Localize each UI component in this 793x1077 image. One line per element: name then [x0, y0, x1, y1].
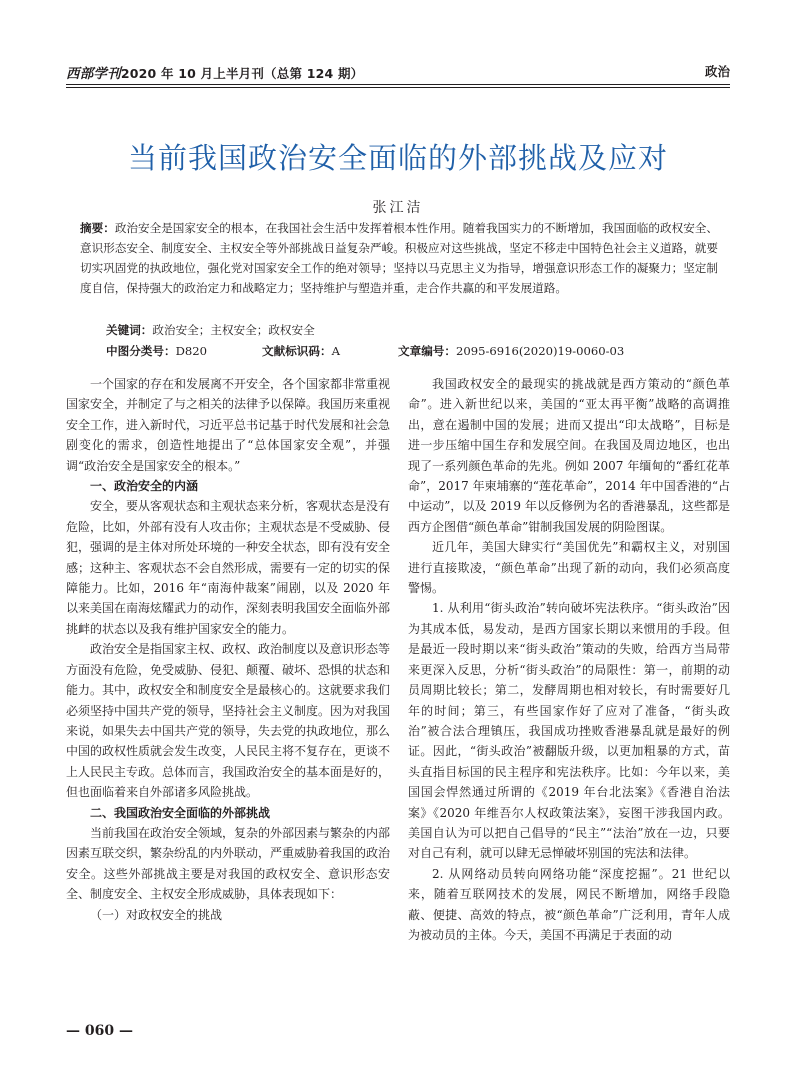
- right-column: [408, 374, 730, 945]
- document-code: [262, 343, 340, 359]
- keywords-label: 关键词：: [106, 323, 153, 337]
- paragraph: 安全，要从客观状态和主观状态来分析，客观状态是没有危险，比如，外部有没有人攻击你；主观状态是不受威胁、侵犯，强调的是主体对所处环境的一种安全状态，即有没有安全感；这种主、客观状态不会自然形成，需要有一定的切实的保障能力。比如，2016 年“南海仲裁案”闹剧，以及 2020 年以来美国在南海炫耀武力的动作，深刻表明我国安全面临外部挑衅的状态以及我有维护国家安全的能力。: [66, 499, 391, 636]
- article-number-value: 2095-6916(2020)19-0060-03: [455, 344, 625, 358]
- paragraph: 我国政权安全的最现实的挑战就是西方策动的“颜色革命”。进入新世纪以来，美国的“亚太再平衡”战略的高调推出，意在遏制中国的发展；进而又提出“印太战略”，目标是进一步压缩中国生存和发展空间。在我国及周边地区，也出现了一系列颜色革命的先兆。例如 2007 年缅甸的“番红花革命”，2017 年柬埔寨的“莲花革命”，2014 年中国香港的“占中运动”，以及 2019 年以反修例为名的香港暴乱，这些都是西方企图借“颜色革命”钳制我国发展的阴险图谋。: [408, 377, 730, 534]
- page-number: — 060 —: [66, 1023, 133, 1039]
- article-title: 当前我国政治安全面临的外部挑战及应对: [127, 141, 668, 175]
- clc-value: D820: [175, 344, 208, 358]
- paragraph: 当前我国在政治安全领域，复杂的外部因素与繁杂的内部因素互联交织，繁杂纷乱的内外联动，严重威胁着我国的政治安全。这些外部挑战主要是对我国的政权安全、意识形态安全、制度安全、主权安全形成威胁，具体表现如下：: [66, 825, 391, 902]
- article-author: 张江洁: [372, 200, 424, 216]
- keywords: [106, 322, 315, 338]
- paragraph: 近几年，美国大肆实行“美国优先”和霸权主义，对别国进行直接欺凌，“颜色革命”出现了新的动向，我们必须高度警惕。: [408, 540, 730, 596]
- journal-issue-line: [66, 62, 363, 82]
- header-rule-thin: [66, 87, 730, 88]
- section-heading: 二、我国政治安全面临的外部挑战: [90, 805, 271, 820]
- running-header: [66, 62, 730, 82]
- section-heading: 一、政治安全的内涵: [90, 479, 199, 494]
- issue-info: 2020 年 10 月上半月刊（总第 124 期）: [120, 66, 364, 81]
- article-number-label: 文章编号：: [398, 344, 456, 358]
- abstract-text: 政治安全是国家安全的根本，在我国社会生活中发挥着根本性作用。随着我国实力的不断增加，我国面临的政权安全、意识形态安全、制度安全、主权安全等外部挑战日益复杂严峻。积极应对这些挑战，坚定不移走中国特色社会主义道路，就要切实巩固党的执政地位，强化党对国家安全工作的绝对领导；坚持以马克思主义为指导，增强意识形态工作的凝聚力；坚定制度自信，保持强大的政治定力和战略定力；坚持维护与塑造并重，走合作共赢的和平发展道路。: [80, 221, 718, 295]
- article-number: [398, 343, 624, 359]
- section-tag: 政治: [704, 64, 730, 79]
- paragraph: 2. 从网络动员转向网络功能“深度挖掘”。21 世纪以来，随着互联网技术的发展，网民不断增加，网络手段隐蔽、便捷、高效的特点，被“颜色革命”广泛利用，青年人成为被动员的主体。今天，美国不再满足于表面的动: [408, 866, 730, 942]
- clc-number: [106, 343, 207, 359]
- keywords-text: 政治安全；主权安全；政权安全: [152, 323, 315, 337]
- subsection-heading: （一）对政权安全的挑战: [90, 907, 223, 922]
- paragraph: 政治安全是指国家主权、政权、政治制度以及意识形态等方面没有危险，免受威胁、侵犯、颠覆、破坏、恐惧的状态和能力。其中，政权安全和制度安全是最核心的。这就要求我们必须坚持中国共产党的领导，坚持社会主义制度。因为对我国来说，如果失去中国共产党的领导，失去党的执政地位，那么中国的政权性质就会发生改变，人民民主将不复存在，更谈不上人民民主专政。总体而言，我国政治安全的基本面是好的，但也面临着来自外部诸多风险挑战。: [66, 642, 391, 800]
- header-rule: [66, 84, 730, 85]
- abstract: [80, 218, 718, 298]
- paragraph: 1. 从利用“街头政治”转向破坏宪法秩序。“街头政治”因为其成本低，易发动，是西方国家长期以来惯用的手段。但是最近一段时期以来“街头政治”策动的失败，给西方当局带来更深入反思，分析“街头政治”的局限性：第一，前期的动员周期比较长；第二，发酵周期也相对较长，有时需要好几年的时间；第三，有些国家作好了应对了准备，“街头政治”被合法合理镇压，我国成功挫败香港暴乱就是最好的例证。因此，“街头政治”被翻版升级，以更加粗暴的方式，苗头直指目标国的民主程序和宪法秩序。比如：今年以来，美国国会悍然通过所谓的《2019 年台北法案》《香港自治法案》《2020 年维吾尔人权政策法案》，妄图干涉我国内政。美国自认为可以把自己倡导的“民主”“法治”放在一边，只要对自己有利，就可以肆无忌惮破坏别国的宪法和法律。: [408, 601, 730, 861]
- document-code-value: A: [331, 344, 340, 358]
- paragraph: 一个国家的存在和发展离不开安全，各个国家都非常重视国家安全，并制定了与之相关的法律予以保障。我国历来重视安全工作，进入新时代，习近平总书记基于时代发展和社会急剧变化的需求，创造性地提出了“总体国家安全观”，并强调“政治安全是国家安全的根本。”: [66, 377, 391, 473]
- abstract-label: 摘要：: [80, 221, 115, 235]
- clc-label: 中图分类号：: [106, 344, 176, 358]
- left-column: [66, 374, 390, 925]
- document-code-label: 文献标识码：: [262, 344, 332, 358]
- journal-logo: 西部学刊: [66, 66, 121, 82]
